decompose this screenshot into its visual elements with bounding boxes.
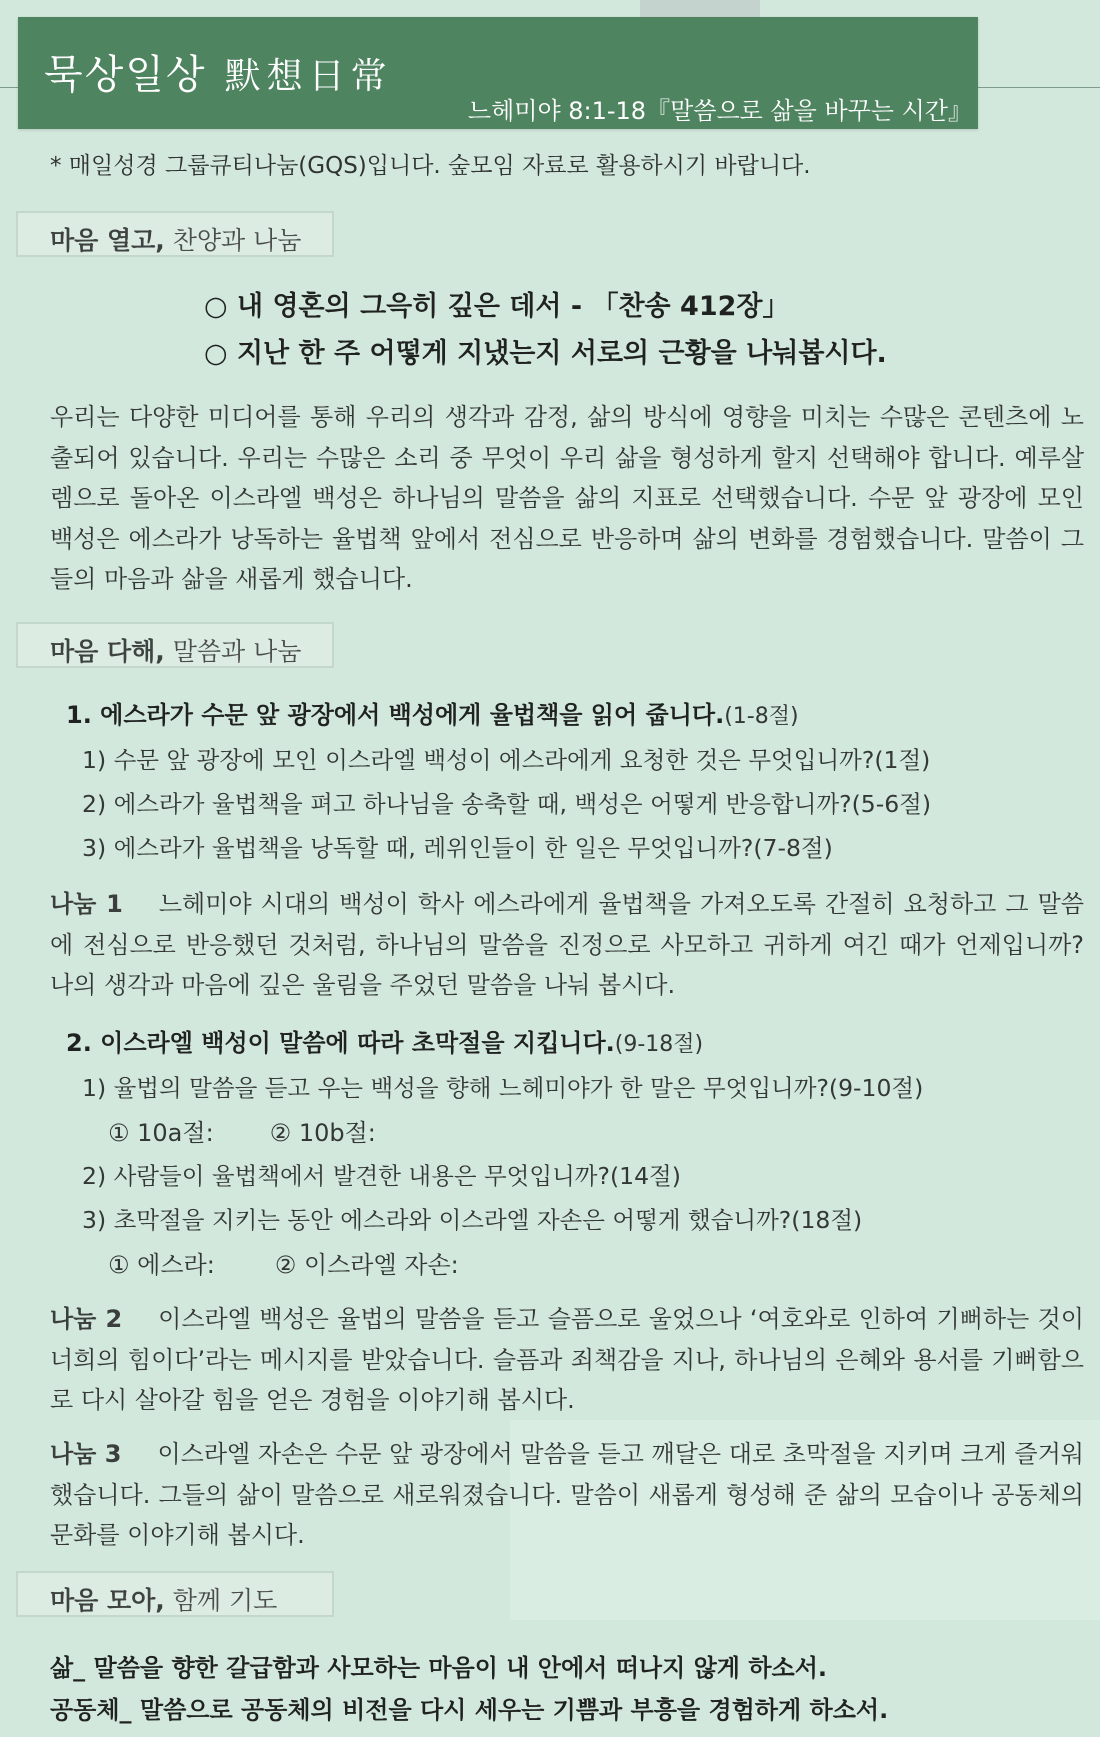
share-2-text: 이스라엘 백성은 율법의 말씀을 듣고 슬픔으로 울었으나 ‘여호와로 인하여 기뻐하는 것이 너희의 힘이다’라는 메시지를 받았습니다. 슬픔과 죄책감을 지나, 하나님의 은혜와 용서를 기뻐함으로 다시 살아갈 힘을 얻은 경험을 이야기해 봅시다. (50, 1305, 1084, 1414)
bullet-catchup: ○ 지난 한 주 어떻게 지냈는지 서로의 근황을 나눠봅시다. (204, 338, 887, 369)
question-2-subitems (108, 1245, 459, 1280)
title-hanja: 默想日常 (224, 56, 393, 97)
section-open-rest: 찬양과 나눔 (164, 226, 302, 255)
share-1-label: 나눔 1 (50, 890, 123, 918)
prayer-community: 공동체_ 말씀으로 공동체의 비전을 다시 세우는 기쁨과 부흥을 경험하게 하소서. (50, 1696, 889, 1724)
section-tab-pray (16, 1571, 334, 1617)
prayer-life: 삶_ 말씀을 향한 갈급함과 사모하는 마음이 내 안에서 떠나지 않게 하소서. (50, 1654, 828, 1682)
section-word-rest: 말씀과 나눔 (164, 637, 302, 666)
section-tab-open (16, 211, 334, 257)
share-3-text: 이스라엘 자손은 수문 앞 광장에서 말씀을 듣고 깨달은 대로 초막절을 지키며 크게 즐거워했습니다. 그들의 삶이 말씀으로 새로워졌습니다. 말씀이 새롭게 형성해 준 삶의 모습이나 공동체의 문화를 이야기해 봅시다. (50, 1440, 1084, 1549)
question-2-item: 2) 사람들이 율법책에서 발견한 내용은 무엇입니까?(14절) (82, 1162, 681, 1190)
bullet-hymn: ○ 내 영혼의 그윽히 깊은 데서 - 「찬송 412장」 (204, 291, 790, 322)
section-open-bold: 마음 열고, (50, 226, 165, 255)
section-pray-rest: 함께 기도 (164, 1586, 278, 1615)
section-word-bold: 마음 다해, (50, 637, 165, 666)
share-1 (50, 884, 1084, 1006)
share-2 (50, 1299, 1084, 1421)
title-korean: 묵상일상 (44, 52, 207, 98)
answer-blank: ① 에스라: (108, 1251, 215, 1279)
section-tab-word (16, 622, 334, 668)
question-1-ref: (1-8절) (724, 704, 799, 729)
question-1-title: 1. 에스라가 수문 앞 광장에서 백성에게 율법책을 읽어 줍니다. (66, 701, 725, 729)
answer-blank: ① 10a절: (108, 1119, 214, 1147)
answer-blank: ② 10b절: (269, 1119, 376, 1147)
share-1-text: 느헤미야 시대의 백성이 학사 에스라에게 율법책을 가져오도록 간절히 요청하고 그 말씀에 전심으로 반응했던 것처럼, 하나님의 말씀을 진정으로 사모하고 귀하게 여긴 때가 언제입니까? 나의 생각과 마음에 깊은 울림을 주었던 말씀을 나눠 봅시다. (50, 890, 1084, 999)
question-2-heading (66, 1023, 703, 1058)
page-title (44, 43, 393, 100)
question-2-item: 3) 초막절을 지키는 동안 에스라와 이스라엘 자손은 어떻게 했습니까?(18절) (82, 1206, 863, 1234)
question-1-item: 2) 에스라가 율법책을 펴고 하나님을 송축할 때, 백성은 어떻게 반응합니까?(5-6절) (82, 790, 932, 818)
page-subtitle: 느헤미야 8:1-18『말씀으로 삶을 바꾸는 시간』 (467, 97, 972, 125)
section-pray-bold: 마음 모아, (50, 1586, 165, 1615)
question-1-heading (66, 695, 799, 730)
question-2-title: 2. 이스라엘 백성이 말씀에 따라 초막절을 지킵니다. (66, 1029, 615, 1057)
answer-blank: ② 이스라엘 자손: (274, 1251, 459, 1279)
question-1-item: 1) 수문 앞 광장에 모인 이스라엘 백성이 에스라에게 요청한 것은 무엇입니까?(1절) (82, 746, 931, 774)
share-3-label: 나눔 3 (50, 1440, 122, 1468)
question-2-item: 1) 율법의 말씀을 듣고 우는 백성을 향해 느헤미야가 한 말은 무엇입니까?(9-10절) (82, 1074, 924, 1102)
intro-note: * 매일성경 그룹큐티나눔(GQS)입니다. 숲모임 자료로 활용하시기 바랍니다. (50, 153, 811, 179)
open-bullets (204, 283, 887, 377)
share-2-label: 나눔 2 (50, 1305, 123, 1333)
title-banner (18, 17, 978, 129)
question-2-subitems (108, 1113, 376, 1148)
question-1-item: 3) 에스라가 율법책을 낭독할 때, 레위인들이 한 일은 무엇입니까?(7-8절) (82, 834, 833, 862)
question-2-ref: (9-18절) (614, 1032, 704, 1057)
intro-paragraph: 우리는 다양한 미디어를 통해 우리의 생각과 감정, 삶의 방식에 영향을 미치는 수많은 콘텐츠에 노출되어 있습니다. 우리는 수많은 소리 중 무엇이 우리 삶을 형성하게 할지 선택해야 합니다. 예루살렘으로 돌아온 이스라엘 백성은 하나님의 말씀을 삶의 지표로 선택했습니다. 수문 앞 광장에 모인 백성은 에스라가 낭독하는 율법책 앞에서 전심으로 반응하며 삶의 변화를 경험했습니다. 말씀이 그들의 마음과 삶을 새롭게 했습니다. (50, 403, 1084, 593)
share-3 (50, 1434, 1084, 1556)
